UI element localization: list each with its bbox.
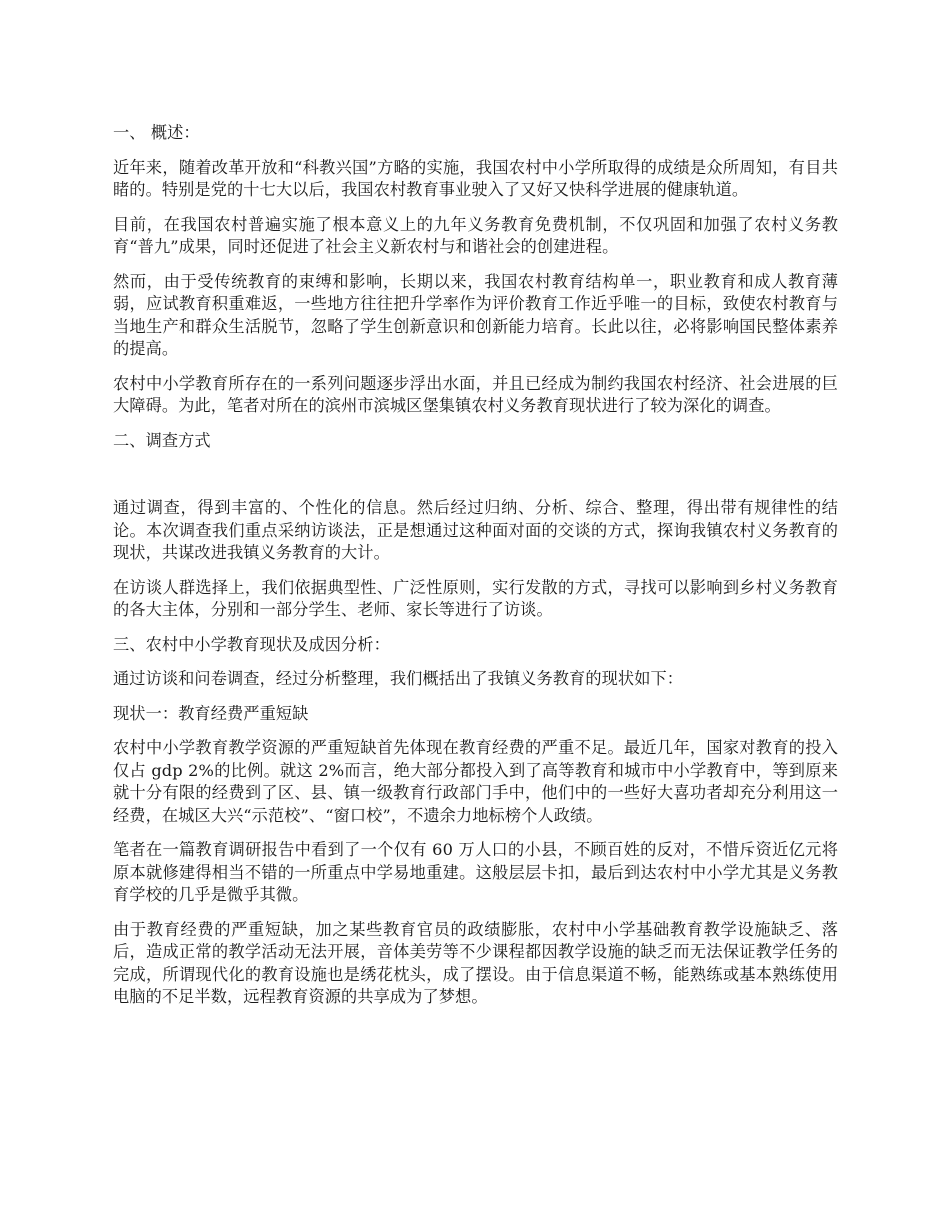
section-heading-overview: 一、 概述： [113, 123, 200, 142]
section-heading-analysis: 三、农村中小学教育现状及成因分析： [113, 634, 390, 654]
paragraph: 农村中小学教育所存在的一系列问题逐步浮出水面，并且已经成为制约我国农村经济、社会进展的巨大障碍。为此，笔者对所在的滨州市滨城区堡集镇农村义务教育现状进行了较为深化的调查。 [113, 373, 838, 415]
paragraph: 近年来，随着改革开放和“科教兴国”方略的实施，我国农村中小学所取得的成绩是众所周知，有目共睹的。特别是党的十七大以后，我国农村教育事业驶入了又好又快科学进展的健康轨道。 [113, 157, 838, 199]
paragraph: 笔者在一篇教育调研报告中看到了一个仅有 60 万人口的小县，不顾百姓的反对，不惜斥资近亿元将原本就修建得相当不错的一所重点中学易地重建。这般层层卡扣，最后到达农村中小学尤其是义务教育学校的几乎是微乎其微。 [113, 840, 838, 904]
subheading-status-one: 现状一：教育经费严重短缺 [113, 703, 309, 723]
paragraph: 然而，由于受传统教育的束缚和影响，长期以来，我国农村教育结构单一，职业教育和成人教育薄弱，应试教育积重难返，一些地方往往把升学率作为评价教育工作近乎唯一的目标，致使农村教育与当地生产和群众生活脱节，忽略了学生创新意识和创新能力培育。长此以往，必将影响国民整体素养的提高。 [113, 271, 838, 358]
paragraph: 由于教育经费的严重短缺，加之某些教育官员的政绩膨胀，农村中小学基础教育教学设施缺乏、落后，造成正常的教学活动无法开展，音体美劳等不少课程都因教学设施的缺乏而无法保证教学任务的完成，所谓现代化的教育设施也是绣花枕头，成了摆设。由于信息渠道不畅，能熟练或基本熟练使用电脑的不足半数，远程教育资源的共享成为了梦想。 [113, 919, 838, 1006]
section-heading-survey-method: 二、调查方式 [113, 430, 211, 450]
document-page [113, 122, 838, 1021]
paragraph: 通过调查，得到丰富的、个性化的信息。然后经过归纳、分析、综合、整理，得出带有规律性的结论。本次调查我们重点采纳访谈法，正是想通过这种面对面的交谈的方式，探询我镇农村义务教育的现状，共谋改进我镇义务教育的大计。 [113, 498, 838, 562]
paragraph: 农村中小学教育教学资源的严重短缺首先体现在教育经费的严重不足。最近几年，国家对教育的投入仅占 gdp 2%的比例。就这 2%而言，绝大部分都投入到了高等教育和城市中小学教育中，等到原来就十分有限的经费到了区、县、镇一级教育行政部门手中，他们中的一些好大喜功者却充分利用这一经费，在城区大兴“示范校”、“窗口校”，不遗余力地标榜个人政绩。 [113, 738, 838, 825]
blank-space [113, 464, 838, 497]
paragraph: 目前，在我国农村普遍实施了根本意义上的九年义务教育免费机制，不仅巩固和加强了农村义务教育“普九”成果，同时还促进了社会主义新农村与和谐社会的创建进程。 [113, 214, 838, 256]
paragraph: 在访谈人群选择上，我们依据典型性、广泛性原则，实行发散的方式，寻找可以影响到乡村义务教育的各大主体，分别和一部分学生、老师、家长等进行了访谈。 [113, 577, 838, 619]
paragraph: 通过访谈和问卷调查，经过分析整理，我们概括出了我镇义务教育的现状如下： [113, 669, 684, 688]
